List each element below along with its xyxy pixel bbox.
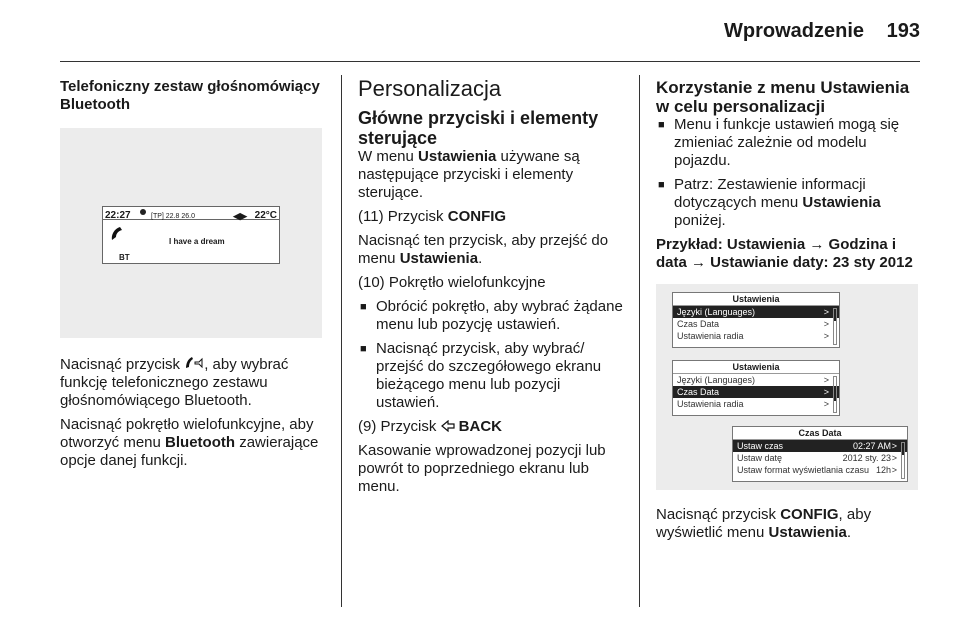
column-divider-1 <box>341 75 342 607</box>
menu-row <box>673 330 839 342</box>
back-arrow-icon <box>441 420 455 432</box>
text-fragment: Nacisnąć ten przycisk, aby przejść do menu <box>358 232 609 267</box>
chevron-right-icon: > <box>823 399 829 409</box>
menu-row <box>733 464 907 476</box>
knob-label: (10) Pokrętło wielofunkcyjne <box>358 274 546 291</box>
bold-term: Ustawienia <box>802 194 881 211</box>
chevron-right-icon: > <box>891 453 897 463</box>
text-fragment: . <box>478 250 483 267</box>
text-fragment: W menu <box>358 148 419 165</box>
settings-dot-icon <box>140 209 146 215</box>
menu-row <box>673 374 839 386</box>
text-fragment: (9) Przycisk <box>358 418 441 435</box>
settings-menu-screen-2 <box>672 360 840 416</box>
config-button-label <box>358 208 626 226</box>
list-item <box>656 176 924 230</box>
menu-title: Ustawienia <box>673 293 839 306</box>
menu-row-value: 12h <box>875 465 891 475</box>
text-fragment: poniżej. <box>674 212 726 229</box>
display-time: 22:27 <box>105 210 131 221</box>
menu-row-label: Języki (Languages) <box>677 375 756 385</box>
menu-row-label: Języki (Languages) <box>677 307 756 317</box>
bluetooth-display-illustration <box>60 128 322 338</box>
menu-scrollbar <box>901 442 905 479</box>
menu-row-value: 02:27 AM <box>852 441 891 451</box>
menu-row-label: Ustaw czas <box>737 441 784 451</box>
menu-row <box>673 386 839 398</box>
column-divider-2 <box>639 75 640 607</box>
back-description: Kasowanie wprowadzonej pozycji lub powrót to poprzedniego ekranu lub menu. <box>358 442 606 495</box>
page-header <box>0 0 960 60</box>
menu-row <box>733 452 907 464</box>
menu-title: Czas Data <box>733 427 907 440</box>
settings-menu-title: Korzystanie z menu Ustawienia w celu personalizacji <box>656 78 910 116</box>
text-fragment: , aby wybrać funkcję telefonicznego zestawu głośnomówiącego Bluetooth. <box>60 356 289 409</box>
chevron-right-icon: > <box>891 441 897 451</box>
back-button-label <box>358 418 626 436</box>
menu-row <box>733 440 907 452</box>
intro-paragraph <box>358 148 626 202</box>
chevron-right-icon: > <box>823 375 829 385</box>
chevron-right-icon: > <box>891 465 897 475</box>
text-fragment: używane są następujące przyciski i elementy sterujące. <box>358 148 580 201</box>
menu-row-label: Ustawienia radia <box>677 331 744 341</box>
text-fragment: Nacisnąć przycisk <box>656 506 781 523</box>
example-caption: Przykład: Ustawienia → Godzina i data → Ustawianie daty: 23 sty 2012 <box>656 236 913 271</box>
menu-row-label: Czas Data <box>677 387 720 397</box>
controls-subtitle: Główne przyciski i elementy sterujące <box>358 108 599 148</box>
text-fragment: Nacisnąć pokrętło wielofunkcyjne, aby otworzyć menu <box>60 416 314 451</box>
list-item: ■ Obrócić pokrętło, aby wybrać żądane menu lub pozycję ustawień. <box>358 298 626 334</box>
chevron-right-icon: > <box>823 387 829 397</box>
column-3 <box>656 78 924 548</box>
menu-row <box>673 306 839 318</box>
final-paragraph <box>656 506 924 542</box>
list-item: ■ Menu i funkcje ustawień mogą się zmieniać zależnie od modelu pojazdu. <box>656 116 924 170</box>
settings-menu-illustration <box>656 284 918 490</box>
bold-term: Ustawienia <box>418 148 497 165</box>
display-bt-label: BT <box>119 253 130 262</box>
menu-scrollbar <box>833 308 837 345</box>
scrollbar-thumb <box>834 389 836 401</box>
header-divider <box>60 61 920 62</box>
phone-mute-icon <box>184 356 204 370</box>
display-temperature: 22°C <box>254 210 277 221</box>
bold-term: CONFIG <box>447 208 507 225</box>
bold-term: CONFIG <box>780 506 839 523</box>
display-screen <box>102 206 280 264</box>
phone-handset-icon <box>109 225 127 243</box>
knob-bullet-list <box>358 298 626 412</box>
settings-bullet-list <box>656 116 924 230</box>
menu-row-label: Czas Data <box>677 319 720 329</box>
scrollbar-thumb <box>902 443 904 455</box>
date-time-menu-screen <box>732 426 908 482</box>
menu-row-label: Ustaw datę <box>737 453 783 463</box>
display-radio-info: [TP] 22.8 26.0 <box>151 213 195 220</box>
column-2 <box>358 76 626 502</box>
personalization-title: Personalizacja <box>358 76 502 101</box>
text-fragment: , aby wyświetlić menu <box>656 506 872 541</box>
menu-row <box>673 318 839 330</box>
menu-row-label: Ustaw format wyświetlania czasu <box>737 465 870 475</box>
chevron-right-icon: > <box>823 319 829 329</box>
text-fragment: zawierające opcje danej funkcji. <box>60 434 319 469</box>
menu-title: Ustawienia <box>673 361 839 374</box>
speaker-icon: ◀▶ <box>233 211 247 221</box>
bluetooth-heading: Telefoniczny zestaw głośnomówiący Bluetooth <box>60 78 320 113</box>
text-fragment: Patrz: Zestawienie informacji dotyczących menu <box>674 176 866 211</box>
settings-menu-screen-1 <box>672 292 840 348</box>
chevron-right-icon: > <box>823 307 829 317</box>
text-fragment: Nacisnąć przycisk <box>60 356 185 373</box>
menu-row-label: Ustawienia radia <box>677 399 744 409</box>
menu-scrollbar <box>833 376 837 413</box>
chevron-right-icon: > <box>823 331 829 341</box>
bold-term: Ustawienia <box>768 524 847 541</box>
bold-term: BACK <box>458 418 503 435</box>
page-number: 193 <box>886 20 920 42</box>
text-fragment: (11) Przycisk <box>358 208 448 225</box>
display-status-bar <box>103 207 279 220</box>
text-fragment: . <box>846 524 852 541</box>
list-item: ■ Nacisnąć przycisk, aby wybrać/ przejść do szczegółowego ekranu bieżącego menu lub pozycji ustawień. <box>358 340 626 412</box>
paragraph-phone-button <box>60 356 328 410</box>
menu-row-value: 2012 sty. 23 <box>842 453 891 463</box>
bold-term: Ustawienia <box>399 250 479 267</box>
display-song-title: I have a dream <box>169 237 225 246</box>
bold-term: Bluetooth <box>165 434 236 451</box>
section-title: Wprowadzenie <box>723 20 864 42</box>
scrollbar-thumb <box>834 309 836 321</box>
paragraph-knob <box>60 416 328 470</box>
config-description <box>358 232 626 268</box>
column-1 <box>60 78 328 476</box>
menu-row <box>673 398 839 410</box>
